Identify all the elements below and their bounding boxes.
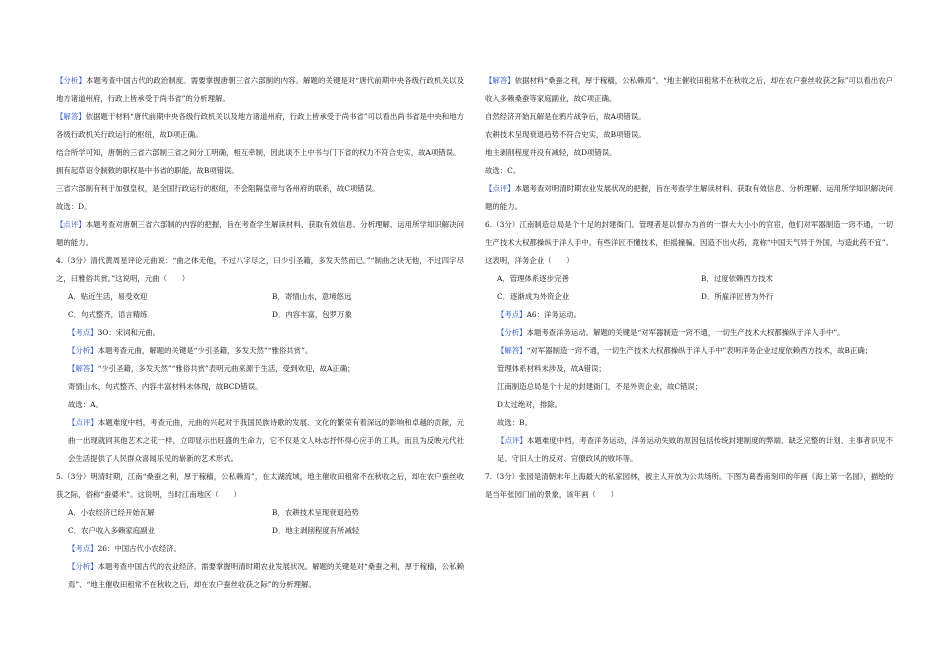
paragraph	[56, 108, 464, 144]
paragraph	[485, 144, 893, 162]
paragraph	[485, 396, 893, 414]
paragraph-text: “对军器制造一窍不通，一切生产技术大权都操纵于洋人手中”表明洋务企业过度依赖西方技术，故B正确；	[526, 346, 873, 355]
section-tag: 【分析】	[497, 328, 527, 337]
paragraph	[485, 162, 893, 180]
left-column	[56, 72, 464, 594]
answer-option: C．农户收入多赖家庭副业	[68, 526, 155, 535]
paragraph-text: 故选：D。	[56, 202, 92, 211]
paragraph	[56, 342, 464, 360]
section-tag: 【分析】	[68, 346, 98, 355]
section-tag: 【点评】	[56, 220, 86, 229]
section-tag: 【考点】	[497, 310, 527, 319]
paragraph	[485, 72, 893, 108]
paragraph-text: 地主剥削程度并没有减轻，故D项错误。	[485, 148, 617, 157]
paragraph	[485, 306, 893, 324]
paragraph	[56, 324, 464, 342]
paragraph	[56, 396, 464, 414]
paragraph	[56, 180, 464, 198]
paragraph-text: 依据题干材料“唐代前期中央各级行政机关以及地方诸道州府，行政上皆承受于尚书省”可以看出尚书省是中央和地方各级行政机关行政运行的枢纽，故D项正确。	[56, 112, 464, 139]
answer-option: B．农耕技术呈现衰退趋势	[272, 508, 359, 517]
paragraph-text: 本题考查洋务运动。解题的关键是“对军器制造一窍不通，一切生产技术大权都操纵于洋人手中”。	[526, 328, 845, 337]
section-tag: 【解答】	[68, 364, 98, 373]
paragraph-text: 三省六部制有利于加强皇权，是全国行政运行的枢纽，不会阻隔皇帝与各州府的联系，故C项错误。	[56, 184, 380, 193]
paragraph	[485, 414, 893, 432]
paragraph-text: 3O：宋词和元曲。	[97, 328, 161, 337]
answer-option: A．贴近生活，易受欢迎	[68, 292, 148, 301]
answer-option: C．逐渐成为外资企业	[497, 292, 570, 301]
paragraph	[485, 180, 893, 216]
paragraph	[56, 162, 464, 180]
paragraph-text: 拥有起草诏令制敕的职权是中书省的职能，故B项错误。	[56, 166, 239, 175]
paragraph-text: 本题考查中国古代的政治制度。需要掌握唐朝三省六部制的内容。解题的关键是对“唐代前期中央各级行政机关以及地方诸道州府，行政上皆承受于尚书省”的分析理解。	[56, 76, 464, 103]
section-tag: 【解答】	[497, 346, 527, 355]
section-tag: 【点评】	[485, 184, 515, 193]
paragraph-text: 7.（3分）张园是清朝末年上海最大的私家园林，被主人开放为公共场所。下图为葛香甫刻印的年画《海上第一名园》，描绘的是当年张园门前的景象，该年画（ ）	[485, 472, 893, 499]
paragraph	[56, 252, 464, 288]
paragraph-text: D太过绝对，排除。	[497, 400, 563, 409]
answer-options	[56, 288, 464, 324]
answer-option: B．过度依赖西方技术	[701, 274, 773, 283]
answer-option: D．所雇洋匠皆为外行	[701, 292, 774, 301]
paragraph-text: 5.（3分）明清时期，江南“桑蚕之利，厚于稼穑，公私赖焉”，在太湖流域，地主催收田租常不在秋收之后，却在农户蚕丝收获之际，俗称“蚕婆米”。这说明，当时江南地区（ ）	[56, 472, 464, 499]
paragraph-text: 江南制造总局是个十足的封建衙门，不是外资企业，故C错误；	[497, 382, 703, 391]
answer-option: B．寄情山水，意境悠远	[272, 292, 352, 301]
paragraph-text: 本题考查元曲，解题的关键是“少引圣籍，多发天然”“雅俗共赏”。	[97, 346, 313, 355]
paragraph	[56, 144, 464, 162]
answer-option: D．地主剥削程度有所减轻	[272, 526, 360, 535]
section-tag: 【点评】	[497, 436, 527, 445]
answer-option: C．句式整齐，语言精练	[68, 310, 148, 319]
answer-option: A．小农经济已经开始瓦解	[68, 508, 155, 517]
section-tag: 【考点】	[68, 328, 98, 337]
answer-options	[56, 504, 464, 540]
paragraph-text: 6.（3分）江南制造总局是个十足的封建衙门。管理者是以督办为首的一群大大小小的官宦，他们对军器制造一窍不通，一切生产技术大权都操纵于洋人手中。有些洋匠不懂技术，拒摇撞骗，因造不出火药，竟称“中国天气异于外国，与造此药不宜”。这表明，洋务企业（ ）	[485, 220, 893, 265]
paragraph-text: 依据材料“桑蚕之利，厚于稼穑，公私赖焉”、“地主催收田租常不在秋收之后，却在农户蚕丝收获之际”可以看出农户收入多赖桑蚕等家庭副业，故C项正确。	[485, 76, 893, 103]
section-tag: 【解答】	[56, 112, 86, 121]
answer-options	[485, 270, 893, 306]
paragraph	[56, 468, 464, 504]
paragraph-text: 本题考查对唐朝三省六部制的内容的把握，旨在考查学生解读材料、获取有效信息、分析理解、运用所学知识解决问题的能力。	[56, 220, 464, 247]
paragraph	[485, 378, 893, 396]
paragraph	[56, 414, 464, 468]
answer-option: D．内容丰富，包罗万象	[272, 310, 352, 319]
section-tag: 【考点】	[68, 544, 98, 553]
paragraph-text: 4.（3分）清代黄周星评论元曲说：“曲之体无他，不过八字尽之，曰少引圣籍，多发天然而已。”“制曲之诀无他，不过四字尽之，曰雅俗共赏。”这说明，元曲（ ）	[56, 256, 464, 283]
paragraph	[485, 216, 893, 270]
paragraph-text: 寄情山水、句式整齐、内容丰富材料未体现，故BCD错误。	[68, 382, 263, 391]
paragraph	[56, 198, 464, 216]
paragraph	[56, 72, 464, 108]
section-tag: 【分析】	[68, 562, 98, 571]
paragraph-text: 自然经济开始瓦解是在鸦片战争后，故A项错误。	[485, 112, 646, 121]
paragraph-text: 本题难度中档，考查洋务运动，洋务运动失败的原因包括传统封建制度的弊端、缺乏完整的计划、主事者识见不足、守旧人士的反对、官僚政风的败坏等。	[497, 436, 893, 463]
paragraph	[485, 468, 893, 504]
paragraph-text: A6：洋务运动。	[526, 310, 581, 319]
paragraph	[485, 126, 893, 144]
paragraph	[485, 432, 893, 468]
paragraph	[485, 108, 893, 126]
paragraph	[56, 216, 464, 252]
paragraph-text: 结合所学可知，唐朝的三省六部制三省之间分工明确，相互牵制，因此谈不上中书与门下省的权力不符合史实，故A项错误。	[56, 148, 461, 157]
paragraph-text: 本题考查对明清时期农业发展状况的把握，旨在考查学生解读材料、获取有效信息、分析理解、运用所学知识解决问题的能力。	[485, 184, 893, 211]
paragraph-text: 故选：A。	[68, 400, 103, 409]
paragraph-text: 农耕技术呈现衰退趋势不符合史实，故B项错误。	[485, 130, 646, 139]
answer-option: A．管理体系逐步完善	[497, 274, 569, 283]
paragraph-text: 本题难度中档，考查元曲，元曲的兴起对于我国民族诗歌的发展、文化的繁荣有着深远的影响和卓越的贡献，元曲一出现就同其他艺术之花一样，立即显示出旺盛的生命力，它不仅是文人咏志抒怀得心应手的工具，而且为反映元代社会生活提供了人民群众喜闻乐见的崭新的艺术形式。	[68, 418, 464, 463]
paragraph-text: 故选：B。	[497, 418, 532, 427]
paragraph	[56, 558, 464, 594]
paragraph	[485, 360, 893, 378]
paragraph-text: 26：中国古代小农经济。	[97, 544, 181, 553]
paragraph	[485, 342, 893, 360]
paragraph-text: 故选：C。	[485, 166, 521, 175]
paragraph-text: 本题考查中国古代的农业经济。需要掌握明清时期农业发展状况。解题的关键是对“桑蚕之利，厚于稼穑，公私赖焉”、“地主催收田租常不在秋收之后，却在农户蚕丝收获之际”的分析理解。	[68, 562, 464, 589]
section-tag: 【分析】	[56, 76, 86, 85]
paragraph-text: “少引圣籍，多发天然”“雅俗共赏”表明元曲来源于生活，受到欢迎，故A正确；	[97, 364, 355, 373]
paragraph	[56, 378, 464, 396]
paragraph	[56, 540, 464, 558]
paragraph-text: 管理体系材料未涉及，故A错误；	[497, 364, 606, 373]
paragraph	[485, 324, 893, 342]
paragraph	[56, 360, 464, 378]
section-tag: 【点评】	[68, 418, 98, 427]
right-column	[485, 72, 893, 504]
section-tag: 【解答】	[485, 76, 515, 85]
